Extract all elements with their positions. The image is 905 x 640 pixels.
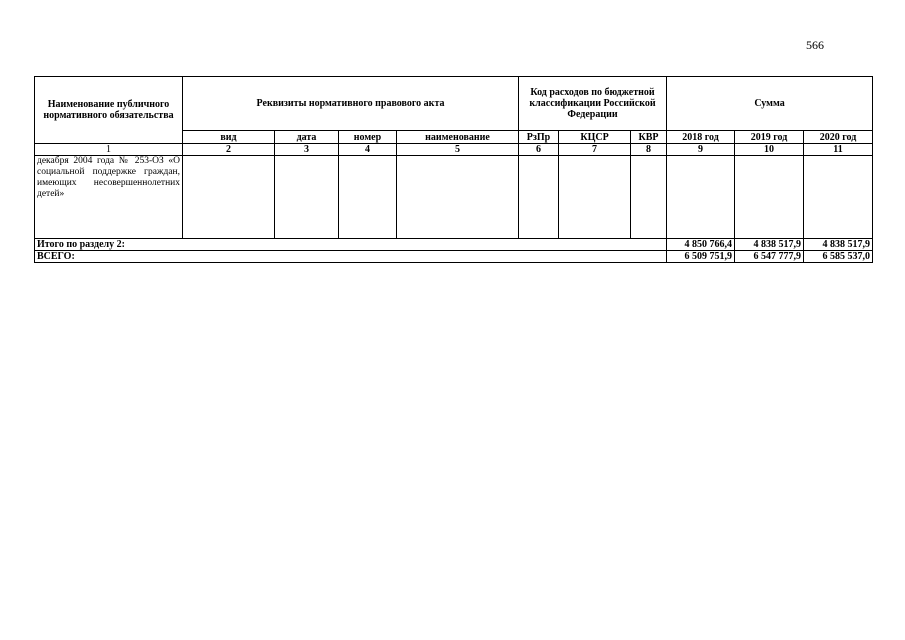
empty-cell <box>559 156 631 239</box>
page-number: 566 <box>806 38 824 52</box>
column-number: 10 <box>735 144 804 156</box>
header-sum: Сумма <box>667 77 873 131</box>
section-total-2019: 4 838 517,9 <box>735 239 804 251</box>
subheader-2020: 2020 год <box>804 131 873 144</box>
subheader-rzpr: РзПр <box>519 131 559 144</box>
column-number: 9 <box>667 144 735 156</box>
obligation-description: декабря 2004 года № 253-ОЗ «О социальной поддержке граждан, имеющих несовершеннолетних детей» <box>35 156 183 239</box>
section-total-row <box>35 239 873 251</box>
header-requisites: Реквизиты нормативного правового акта <box>183 77 519 131</box>
grand-total-label: ВСЕГО: <box>35 251 667 263</box>
empty-cell <box>339 156 397 239</box>
column-number: 11 <box>804 144 873 156</box>
empty-cell <box>735 156 804 239</box>
empty-cell <box>667 156 735 239</box>
column-number: 3 <box>275 144 339 156</box>
header-name: Наименование публичного нормативного обязательства <box>35 77 183 144</box>
subheader-kcsr: КЦСР <box>559 131 631 144</box>
grand-total-row <box>35 251 873 263</box>
empty-cell <box>397 156 519 239</box>
empty-cell <box>183 156 275 239</box>
column-number: 7 <box>559 144 631 156</box>
header-code: Код расходов по бюджетной классификации Российской Федерации <box>519 77 667 131</box>
empty-cell <box>804 156 873 239</box>
column-number: 2 <box>183 144 275 156</box>
empty-cell <box>519 156 559 239</box>
subheader-vid: вид <box>183 131 275 144</box>
column-number: 1 <box>35 144 183 156</box>
subheader-kvr: КВР <box>631 131 667 144</box>
section-total-2020: 4 838 517,9 <box>804 239 873 251</box>
column-number: 5 <box>397 144 519 156</box>
grand-total-2019: 6 547 777,9 <box>735 251 804 263</box>
empty-cell <box>275 156 339 239</box>
table-row <box>35 156 873 239</box>
column-number: 8 <box>631 144 667 156</box>
column-number: 6 <box>519 144 559 156</box>
section-total-2018: 4 850 766,4 <box>667 239 735 251</box>
grand-total-2020: 6 585 537,0 <box>804 251 873 263</box>
subheader-nomer: номер <box>339 131 397 144</box>
column-number-row <box>35 144 873 156</box>
budget-table <box>34 76 873 263</box>
section-total-label: Итого по разделу 2: <box>35 239 667 251</box>
subheader-data: дата <box>275 131 339 144</box>
empty-cell <box>631 156 667 239</box>
subheader-2018: 2018 год <box>667 131 735 144</box>
header-row <box>35 77 873 131</box>
subheader-2019: 2019 год <box>735 131 804 144</box>
subheader-naimenovanie: наименование <box>397 131 519 144</box>
grand-total-2018: 6 509 751,9 <box>667 251 735 263</box>
column-number: 4 <box>339 144 397 156</box>
